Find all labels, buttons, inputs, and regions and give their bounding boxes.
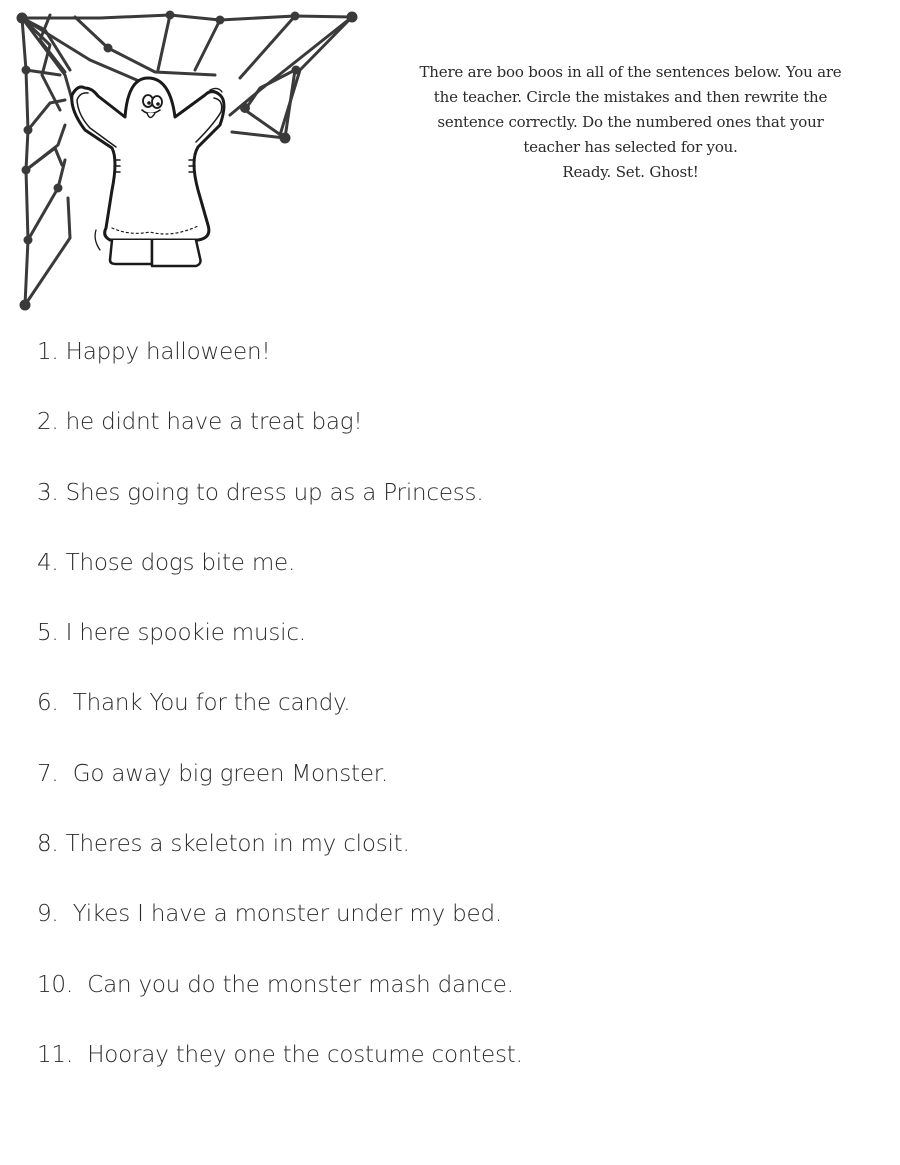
sentence-text: Shes going to dress up as a Princess. [58,479,484,506]
instructions-block [388,60,873,185]
sentence-text: Go away big green Monster. [58,760,389,787]
sentence-number: 5. [37,620,59,647]
ghost-icon [72,78,224,266]
sentence-text: Theres a skeleton in my closit. [58,831,410,858]
instructions-line: teacher has selected for you. [523,138,738,156]
sentence-item [37,404,523,474]
sentence-item [37,756,523,826]
instructions-line: sentence correctly. Do the numbered ones that your [437,113,824,131]
sentence-item [37,967,523,1037]
sentence-number: 1. [37,339,59,365]
sentence-number: 7. [37,760,59,787]
sentence-item [37,545,523,615]
sentence-number: 6. [37,690,59,717]
sentence-text: Yikes I have a monster under my bed. [58,901,503,928]
sentence-number: 9. [37,901,59,928]
instructions-line: the teacher. Circle the mistakes and then rewrite the [433,88,828,106]
sentence-number: 10. [37,971,73,998]
instructions-tagline: Ready. Set. Ghost! [562,163,699,181]
sentence-item [37,334,523,404]
sentence-text: Hooray they one the costume contest. [72,1041,523,1068]
sentence-item [37,826,523,896]
sentence-list [37,334,523,1107]
instructions-line: There are boo boos in all of the sentences below. You are [419,63,842,81]
sentence-number: 8. [37,831,59,858]
sentence-text: he didnt have a treat bag! [58,409,363,436]
sentence-text: Happy halloween! [58,339,271,365]
sentence-item [37,615,523,685]
sentence-number: 2. [37,409,59,436]
sentence-text: Can you do the monster mash dance. [72,971,514,998]
sentence-text: Those dogs bite me. [58,549,296,576]
sentence-text: I here spookie music. [58,620,306,647]
sentence-item [37,475,523,545]
sentence-item [37,685,523,755]
illustration [0,0,370,320]
sentence-number: 11. [37,1041,73,1068]
sentence-number: 4. [37,549,59,576]
sentence-number: 3. [37,479,59,506]
sentence-item [37,1037,523,1107]
sentence-text: Thank You for the candy. [58,690,351,717]
sentence-item [37,896,523,966]
